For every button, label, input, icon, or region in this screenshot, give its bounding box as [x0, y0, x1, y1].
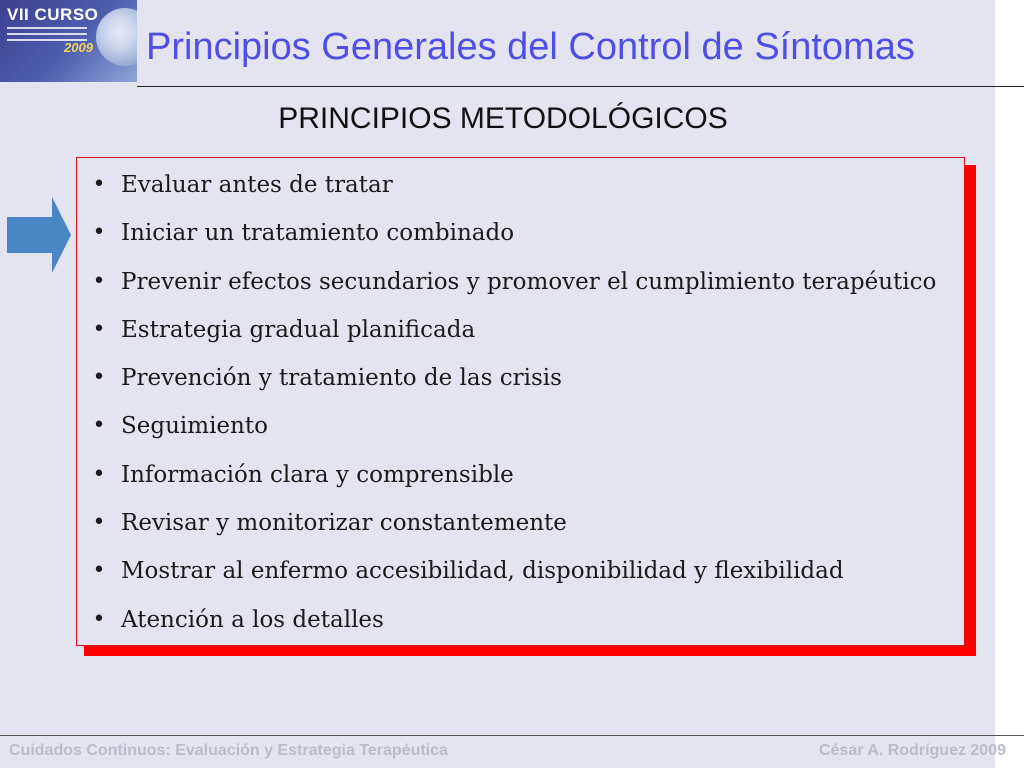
bullet-dot: • — [92, 558, 106, 584]
bullet-box — [76, 157, 965, 646]
bullet-dot: • — [92, 365, 106, 391]
title-divider — [137, 86, 1024, 87]
bullet-item — [77, 601, 964, 649]
bullet-item — [77, 407, 964, 455]
bullet-text: Evaluar antes de tratar — [121, 172, 393, 198]
logo-heading: VII CURSO — [7, 5, 99, 24]
bullet-dot: • — [92, 606, 106, 632]
footer-divider — [0, 735, 1024, 736]
bullet-dot: • — [92, 316, 106, 342]
bullet-item — [77, 214, 964, 262]
bullet-dot: • — [92, 413, 106, 439]
bullet-dot: • — [92, 220, 106, 246]
bullet-dot: • — [92, 510, 106, 536]
bullet-item — [77, 504, 964, 552]
course-logo — [0, 0, 137, 82]
bullet-dot: • — [92, 268, 106, 294]
bullet-item — [77, 456, 964, 504]
bullet-text: Prevenir efectos secundarios y promover el cumplimiento terapéutico — [121, 268, 937, 295]
footer-author: César A. Rodríguez 2009 — [818, 742, 1006, 759]
bullet-text: Prevención y tratamiento de las crisis — [121, 365, 562, 392]
slide-title: Principios Generales del Control de Síntomas — [146, 26, 915, 68]
bullet-text: Estrategia gradual planificada — [121, 316, 476, 343]
bullet-text: Revisar y monitorizar constantemente — [121, 510, 567, 537]
bullet-text: Mostrar al enfermo accesibilidad, disponibilidad y flexibilidad — [121, 558, 844, 585]
bullet-text: Atención a los detalles — [121, 606, 384, 633]
bullet-text: Información clara y comprensible — [121, 461, 514, 488]
bullet-item — [77, 359, 964, 407]
bullet-dot: • — [92, 461, 106, 487]
bullet-item — [77, 166, 964, 214]
bullet-item — [77, 311, 964, 359]
bullet-list — [77, 166, 964, 649]
bullet-item — [77, 263, 964, 311]
bullet-text: Seguimiento — [121, 413, 268, 440]
logo-year: 2009 — [64, 40, 93, 55]
right-arrow-icon — [7, 197, 71, 273]
logo-disc-graphic — [96, 8, 137, 66]
bullet-text: Iniciar un tratamiento combinado — [121, 220, 515, 247]
bullet-dot: • — [92, 172, 106, 197]
footer-course-title: Cuidados Continuos: Evaluación y Estrategia Terapéutica — [9, 742, 448, 759]
bullet-item — [77, 552, 964, 600]
slide-subtitle: PRINCIPIOS METODOLÓGICOS — [278, 102, 728, 135]
